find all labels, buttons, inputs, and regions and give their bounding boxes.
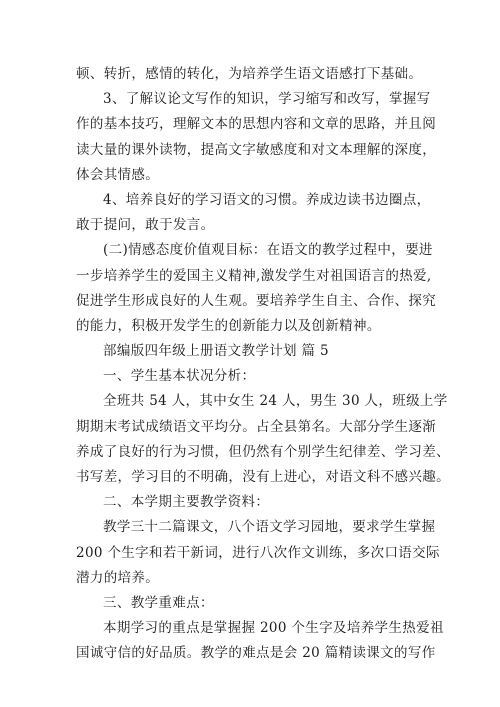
text-line: 书写差，学习目的不明确，没有上进心，对语文科不感兴趣。 [76, 469, 450, 485]
text-line: 教学三十二篇课文，八个语文学习园地，要求学生掌握 [103, 519, 436, 536]
text-line: 200 个生字和若干新词，进行八次作文训练，多次口语交际 [76, 544, 440, 561]
text-line: 三、教学重难点： [103, 594, 214, 611]
text-line: 全班共 54 人，其中女生 24 人，男生 30 人，班级上学 [103, 393, 448, 410]
text-line: 顿、转折，感情的转化，为培养学生语文语感打下基础。 [76, 66, 423, 82]
text-line: 本期学习的重点是掌握握 200 个生字及培养学生热爱祖 [103, 620, 444, 637]
text-line: 一、学生基本状况分析： [103, 368, 256, 385]
text-line: 促进学生形成良好的人生观。要培养学生自主、合作、探究 [76, 292, 437, 309]
text-line: 的能力，积极开发学生的创新能力以及创新精神。 [76, 317, 381, 334]
text-line: 敢于提问，敢于发言。 [76, 217, 215, 234]
text-line: 作的基本技巧，理解文本的思想内容和文章的思路，并且阅 [76, 116, 437, 133]
text-line: 二、本学期主要教学资料： [103, 494, 270, 511]
text-line: 养成了良好的行为习惯，但仍然有个别学生纪律差、学习差、 [76, 443, 450, 460]
document-body [76, 62, 450, 667]
text-line: 部编版四年级上册语文教学计划 篇 5 [103, 343, 329, 360]
text-line: 3、了解议论文写作的知识，学习缩写和改写，掌握写 [103, 91, 431, 108]
text-line: 读大量的课外读物，提高文字敏感度和对文本理解的深度， [76, 141, 437, 158]
text-line: 国诚守信的好品质。教学的难点是会 20 篇精读课文的写作 [76, 645, 436, 662]
text-line: 潜力的培养。 [76, 569, 160, 586]
text-line: 一步培养学生的爱国主义精神,激发学生对祖国语言的热爱, [76, 267, 432, 284]
text-line: 4、培养良好的学习语文的习惯。养成边读书边圈点， [103, 191, 431, 208]
text-line: 期期末考试成绩语文平均分。占全县第名。大部分学生逐渐 [76, 418, 437, 435]
text-line: (二)情感态度价值观目标：在语文的教学过程中，要进 [103, 242, 433, 259]
text-line: 体会其情感。 [76, 166, 160, 183]
